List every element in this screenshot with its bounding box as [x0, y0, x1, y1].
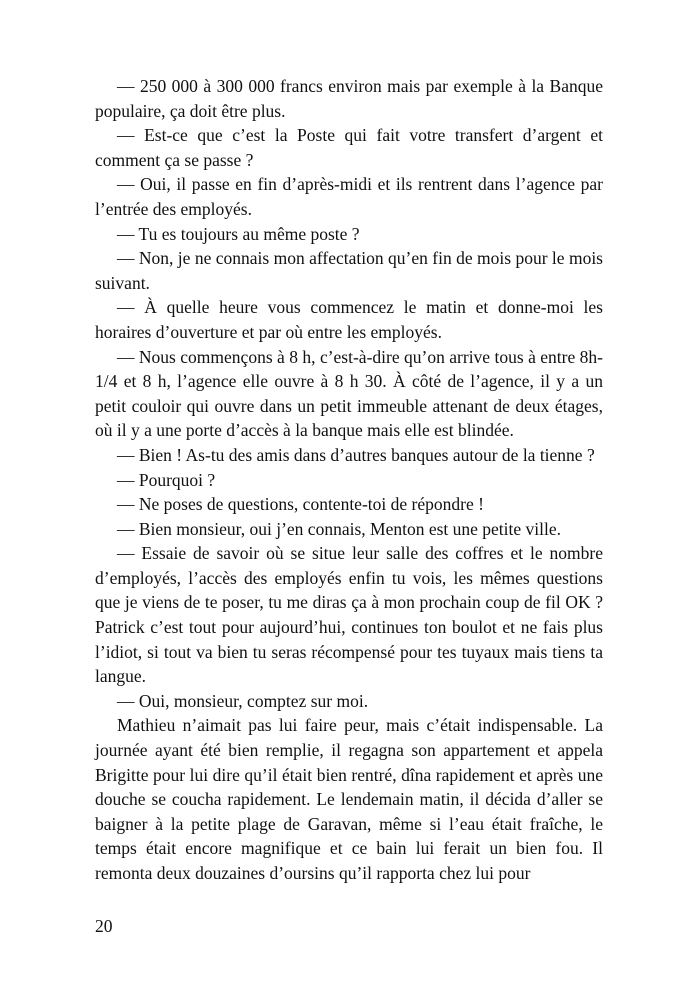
page-body: [95, 74, 603, 886]
paragraph-dialogue-8: — Bien ! As-tu des amis dans d’autres banques autour de la tienne ?: [117, 444, 595, 465]
page-number: 20: [95, 916, 113, 936]
paragraph-dialogue-13: — Oui, monsieur, comptez sur moi.: [117, 690, 369, 711]
paragraph-dialogue-1: — 250 000 à 300 000 francs environ mais par exemple à la Banque populaire, ça doit être plus.: [95, 76, 603, 121]
paragraph-dialogue-6: — À quelle heure vous commencez le matin et donne-moi les horaires d’ouverture et par où entre les employés.: [95, 297, 603, 342]
paragraph-dialogue-3: — Oui, il passe en fin d’après-midi et ils rentrent dans l’agence par l’entrée des employés.: [95, 174, 603, 219]
paragraph-dialogue-10: — Ne poses de questions, contente-toi de répondre !: [117, 494, 484, 515]
paragraph-dialogue-11: — Bien monsieur, oui j’en connais, Menton est une petite ville.: [117, 518, 562, 539]
paragraph-dialogue-2: — Est-ce que c’est la Poste qui fait votre transfert d’argent et comment ça se passe ?: [95, 125, 603, 170]
paragraph-dialogue-7: — Nous commençons à 8 h, c’est-à-dire qu’on arrive tous à entre 8h-1/4 et 8 h, l’agence elle ouvre à 8 h 30. À côté de l’agence, il y a un petit couloir qui ouvre dans un petit immeuble attenant de deux étages, où il y a une porte d’accès à la banque mais elle est blindée.: [95, 346, 603, 441]
paragraph-dialogue-5: — Non, je ne connais mon affectation qu’en fin de mois pour le mois suivant.: [95, 248, 603, 293]
paragraph-narration: Mathieu n’aimait pas lui faire peur, mais c’était indispensable. La journée ayant été bien remplie, il regagna son appartement et appela Brigitte pour lui dire qu’il était bien rentré, dîna rapidement et après une douche se coucha rapidement. Le lendemain matin, il décida d’aller se baigner à la petite plage de Garavan, même si l’eau était fraîche, le temps était encore magnifique et ce bain lui ferait un bien fou. Il remonta deux douzaines d’oursins qu’il rapporta chez lui pour: [95, 715, 603, 883]
paragraph-dialogue-4: — Tu es toujours au même poste ?: [117, 223, 360, 244]
paragraph-dialogue-12: — Essaie de savoir où se situe leur salle des coffres et le nombre d’employés, l’accès des employés enfin tu vois, les mêmes questions que je viens de te poser, tu me diras ça à mon prochain coup de fil OK ? Patrick c’est tout pour aujourd’hui, continues ton boulot et ne fais plus l’idiot, si tout va bien tu seras récompensé pour tes tuyaux mais tiens ta langue.: [95, 543, 603, 687]
paragraph-dialogue-9: — Pourquoi ?: [117, 469, 216, 490]
